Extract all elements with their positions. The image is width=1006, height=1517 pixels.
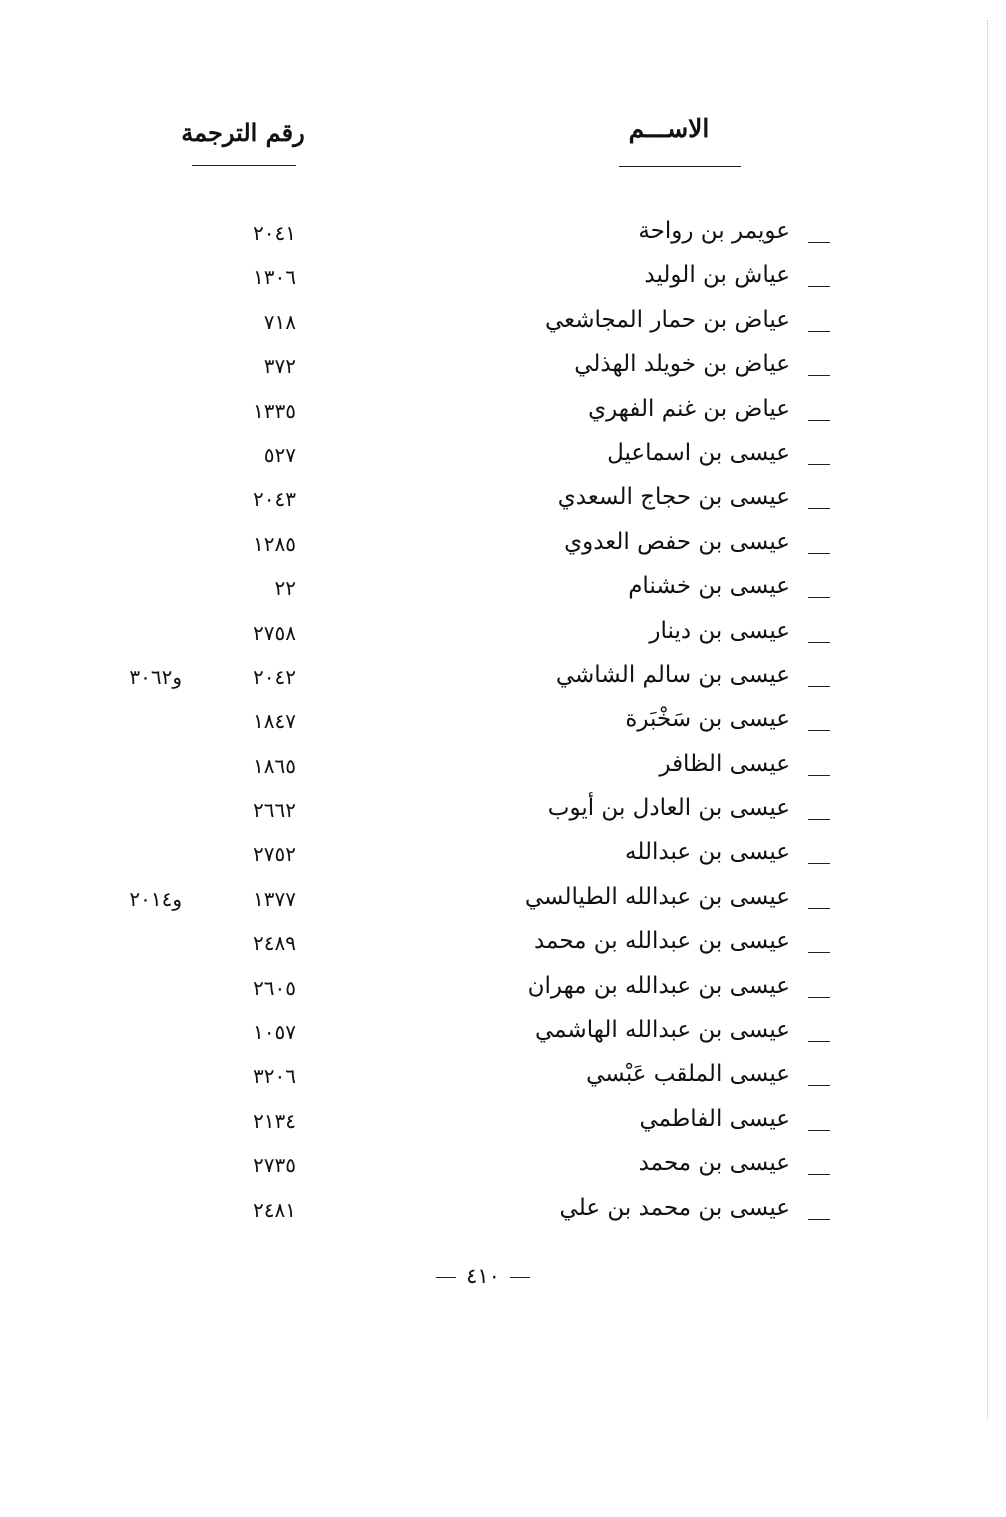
entry-dash (808, 375, 830, 376)
page-number-dash-left (510, 1277, 530, 1278)
entry-name: عيسى بن خشنام (628, 573, 790, 600)
entry-name: عيسى الفاطمي (639, 1105, 790, 1132)
entry-name: عيسى بن محمد بن علي (559, 1194, 790, 1221)
entry-name: عيسى بن عبدالله بن محمد (533, 928, 790, 955)
entry-name: عياض بن حمار المجاشعي (544, 306, 790, 333)
entry-dash (808, 1219, 830, 1220)
list-item (0, 1013, 1006, 1057)
entry-number: ١٠٥٧ (253, 1020, 296, 1045)
entry-name: عويمر بن رواحة (638, 218, 790, 244)
entry-dash (808, 553, 830, 554)
entry-name: عيسى بن عبدالله (625, 839, 790, 866)
entry-dash (808, 331, 830, 332)
page-number-dash-right (436, 1277, 456, 1278)
list-item (0, 436, 1006, 480)
entry-number: ١٨٦٥ (253, 753, 296, 778)
entry-name: عيسى بن اسماعيل (607, 439, 790, 466)
entry-number: ٢٢ (274, 576, 296, 601)
entry-dash (808, 686, 830, 687)
entry-name: عيسى بن دينار (649, 617, 790, 644)
entry-number: ٢٧٥٨ (253, 620, 296, 645)
list-item (0, 1102, 1006, 1146)
list-item (0, 569, 1006, 613)
entry-name: عيسى بن عبدالله الهاشمي (534, 1017, 790, 1044)
entry-number: ٢٠٤١ (253, 221, 296, 245)
entry-number: ٢١٣٤ (253, 1108, 296, 1133)
list-item (0, 747, 1006, 791)
list-item (0, 392, 1006, 436)
entry-dash (808, 863, 830, 864)
entry-number: ٥٢٧ (263, 442, 296, 467)
entry-name: عيسى بن عبدالله بن مهران (527, 972, 790, 999)
entry-name: عياش بن الوليد (644, 262, 790, 289)
entry-dash (808, 642, 830, 643)
list-item (0, 1146, 1006, 1190)
entry-name: عيسى بن حفص العدوي (564, 528, 790, 555)
entry-dash (808, 908, 830, 909)
list-item (0, 525, 1006, 569)
entry-dash (808, 242, 830, 243)
list-item (0, 880, 1006, 924)
list-item (0, 480, 1006, 524)
entry-dash (808, 464, 830, 465)
list-item (0, 1057, 1006, 1101)
entry-number: ١٣٣٥ (253, 398, 296, 423)
entry-name: عيسى بن عبدالله الطيالسي (524, 883, 790, 910)
list-item (0, 214, 1006, 258)
entry-dash (808, 1085, 830, 1086)
entry-extra-number: و٣٠٦٢ (129, 664, 182, 689)
entry-dash (808, 952, 830, 953)
entry-number: ٢٦٦٢ (253, 798, 296, 823)
entry-name: عيسى الملقب عَبْسي (586, 1061, 790, 1088)
list-item (0, 924, 1006, 968)
entry-list (0, 214, 1006, 1235)
list-item (0, 614, 1006, 658)
list-item (0, 969, 1006, 1013)
entry-number: ١٣٠٦ (253, 265, 296, 290)
entry-number: ١٢٨٥ (253, 531, 296, 556)
column-header-number-underline (192, 165, 296, 166)
entry-number: ٢٦٠٥ (253, 975, 296, 1000)
entry-extra-number: و٢٠١٤ (129, 886, 182, 911)
entry-number: ٢٠٤٢ (253, 664, 296, 689)
entry-dash (808, 508, 830, 509)
column-header-number: رقم الترجمة (181, 118, 305, 147)
entry-dash (808, 1174, 830, 1175)
entry-number: ٣٢٠٦ (253, 1064, 296, 1089)
entry-name: عيسى بن حجاج السعدي (557, 484, 790, 511)
entry-dash (808, 286, 830, 287)
entry-dash (808, 730, 830, 731)
entry-name: عياض بن غنم الفهري (588, 395, 790, 422)
entry-number: ٢٧٥٢ (253, 842, 296, 867)
page-number-wrap (426, 1264, 540, 1288)
entry-number: ٢٤٨١ (253, 1197, 296, 1222)
entry-dash (808, 597, 830, 598)
list-item (0, 702, 1006, 746)
entry-dash (808, 997, 830, 998)
list-item (0, 258, 1006, 302)
list-item (0, 347, 1006, 391)
entry-dash (808, 420, 830, 421)
entry-dash (808, 1130, 830, 1131)
entry-name: عيسى بن محمد (638, 1150, 790, 1177)
list-item (0, 303, 1006, 347)
entry-number: ١٨٤٧ (253, 709, 296, 734)
entry-name: عياض بن خويلد الهذلي (574, 351, 790, 378)
entry-number: ٢٠٤٣ (253, 487, 296, 512)
list-item (0, 835, 1006, 879)
entry-dash (808, 1041, 830, 1042)
list-item (0, 1191, 1006, 1235)
entry-number: ٧١٨ (263, 309, 296, 334)
entry-dash (808, 775, 830, 776)
list-item (0, 791, 1006, 835)
page-number: ٤١٠ (466, 1264, 500, 1288)
entry-name: عيسى الظافر (659, 750, 790, 777)
list-item (0, 658, 1006, 702)
entry-number: ٢٧٣٥ (253, 1153, 296, 1178)
entry-name: عيسى بن سَخْبَرة (625, 706, 790, 733)
entry-name: عيسى بن سالم الشاشي (555, 661, 790, 688)
entry-number: ١٣٧٧ (253, 886, 296, 911)
entry-dash (808, 819, 830, 820)
entry-number: ٣٧٢ (263, 354, 296, 379)
page-footer (0, 1264, 1006, 1288)
entry-number: ٢٤٨٩ (253, 931, 296, 956)
column-header-name-underline (619, 166, 741, 167)
column-header-name: الاســـم (628, 114, 710, 143)
entry-name: عيسى بن العادل بن أيوب (547, 795, 790, 822)
